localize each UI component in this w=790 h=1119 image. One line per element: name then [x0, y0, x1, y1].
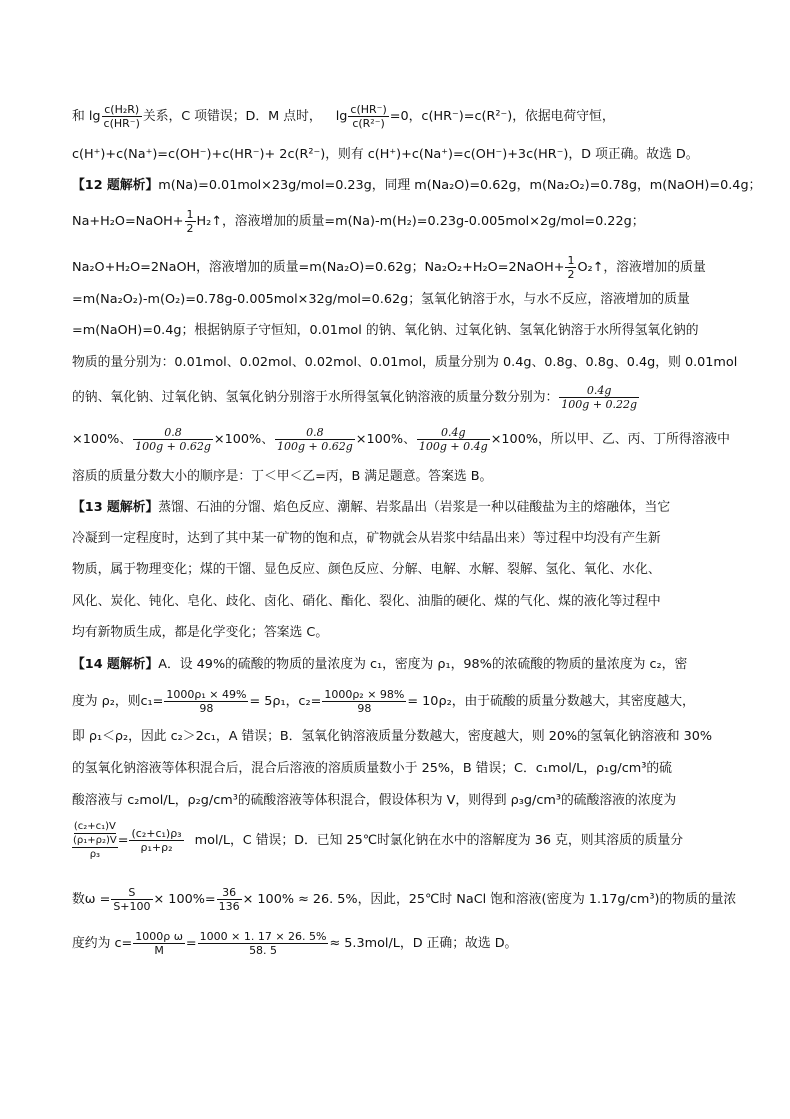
denominator: 2: [567, 268, 575, 281]
numerator: c(H₂R): [102, 103, 142, 117]
denominator: 98: [357, 702, 372, 715]
section-label: 【14 题解析】: [72, 657, 159, 672]
p14-line-1: [72, 656, 687, 674]
text: mol/L，C 错误；D．已知 25℃时氯化钠在水中的溶解度为 36 克，则其溶质的质量分: [194, 833, 684, 848]
text: 蒸馏、石油的分馏、焰色反应、潮解、岩浆晶出（岩浆是一种以硅酸盐为主的熔融体，当它: [158, 500, 671, 515]
text: =: [185, 936, 197, 951]
p12-line-6: 物质的量分别为：0.01mol、0.02mol、0.02mol、0.01mol，质量分别为 0.4g、0.8g、0.8g、0.4g，则 0.01mol: [72, 355, 738, 370]
numerator: 1000ρ ω: [135, 930, 183, 943]
numerator: 1000 × 1. 17 × 26. 5%: [199, 930, 327, 943]
section-label: 【13 题解析】: [72, 500, 159, 515]
denominator: 100g + 0.22g: [561, 398, 638, 411]
fraction: [133, 426, 213, 453]
fraction: [102, 103, 142, 130]
numerator: 1000ρ₁ × 49%: [166, 688, 247, 701]
fraction: [348, 103, 388, 130]
compound-denominator: ρ₃: [89, 849, 101, 860]
denominator: 100g + 0.62g: [135, 440, 211, 453]
text: 度约为 c=: [72, 936, 133, 951]
denominator: c(R²⁻): [352, 117, 385, 130]
text: 度为 ρ₂，则c₁=: [72, 694, 164, 709]
denominator: 58. 5: [249, 944, 278, 957]
p14-line-5: 酸溶液与 c₂mol/L，ρ₂g/cm³的硫酸溶液等体积混合，假设体积为 V，则得到 ρ₃g/cm³的硫酸溶液的浓度为: [72, 793, 677, 808]
fraction: [164, 688, 248, 715]
p14-line-8: [72, 930, 517, 957]
fraction: [198, 930, 329, 957]
fraction: [133, 930, 185, 957]
numerator: 0.8: [275, 426, 355, 440]
numerator: 0.4g: [559, 384, 639, 398]
numerator: S: [111, 886, 152, 900]
p14-line-6: [72, 820, 683, 861]
denominator: ρ₁+ρ₂: [140, 841, 173, 854]
denominator: 136: [218, 900, 240, 913]
fraction: [111, 886, 152, 913]
p12-line-4: =m(Na₂O₂)-m(O₂)=0.78g-0.005mol×32g/mol=0.62g；氢氧化钠溶于水，与水不反应，溶液增加的质量: [72, 292, 690, 307]
denominator: 100g + 0.62g: [277, 440, 353, 453]
fraction: [129, 827, 183, 854]
numerator: 0.8: [133, 426, 213, 440]
numerator: 1: [186, 208, 194, 221]
p14-line-2: [72, 688, 695, 715]
p13-line-1: [72, 499, 670, 517]
compound-fraction: [72, 820, 118, 861]
denominator: M: [154, 944, 164, 957]
numerator: c(HR⁻): [350, 103, 387, 116]
text: H₂↑，溶液增加的质量=m(Na)-m(H₂)=0.23g-0.005mol×2g/mol=0.22g；: [196, 214, 645, 229]
numerator: (c₂+c₁)ρ₃: [131, 827, 182, 840]
inner-numerator: (c₂+c₁)V: [73, 821, 116, 832]
denominator: 100g + 0.4g: [418, 440, 488, 453]
text: = 5ρ₁，c₂=: [249, 694, 322, 709]
p13-line-5: 均有新物质生成，都是化学变化；答案选 C。: [72, 625, 329, 640]
text: ×100%、: [72, 432, 133, 447]
text: 关系，C 项错误；D．M 点时，: [142, 109, 322, 124]
text: = 10ρ₂，由于硫酸的质量分数越大，其密度越大，: [407, 694, 695, 709]
fraction: [322, 688, 406, 715]
fraction: [417, 426, 490, 453]
text: =: [117, 833, 129, 848]
p14-line-4: 的氢氧化钠溶液等体积混合后，混合后溶液的溶质质量数小于 25%，B 错误；C．c₁mol/L，ρ₁g/cm³的硫: [72, 761, 672, 776]
p12-line-8: [72, 426, 730, 453]
text: ×100%、: [213, 432, 274, 447]
text: m(Na)=0.01mol×23g/mol=0.23g，同理 m(Na₂O)=0.62g，m(Na₂O₂)=0.78g，m(NaOH)=0.4g；: [158, 178, 762, 193]
compound-numerator: [72, 820, 118, 848]
p13-line-2: 冷凝到一定程度时，达到了其中某一矿物的饱和点，矿物就会从岩浆中结晶出来）等过程中均没有产生新: [72, 531, 661, 546]
fraction: [217, 886, 242, 913]
numerator: 36: [217, 886, 242, 900]
fraction: [565, 254, 576, 281]
denominator: 98: [199, 702, 214, 715]
p12-line-1: [72, 177, 761, 195]
text: × 100% ≈ 26. 5%，因此，25℃时 NaCl 饱和溶液(密度为 1.17g/cm³)的物质的量浓: [242, 892, 737, 907]
p12-line-2: [72, 208, 645, 235]
text: ×100%，所以甲、乙、丙、丁所得溶液中: [490, 432, 730, 447]
denominator: c(HR⁻): [103, 117, 140, 130]
p14-line-3: 即 ρ₁＜ρ₂，因此 c₂＞2c₁，A 错误；B．氢氧化钠溶液质量分数越大，密度越大，则 20%的氢氧化钠溶液和 30%: [72, 729, 713, 744]
numerator: 1000ρ₂ × 98%: [324, 688, 405, 701]
denominator: S+100: [113, 900, 151, 913]
denominator: 2: [186, 222, 194, 235]
numerator: 1: [567, 254, 575, 267]
fraction: [559, 384, 639, 411]
numerator: 0.4g: [417, 426, 490, 440]
p11-line-1: [72, 103, 615, 130]
p12-line-5: =m(NaOH)=0.4g；根据钠原子守恒知，0.01mol 的钠、氧化钠、过氧化钠、氢氧化钠溶于水所得氢氧化钠的: [72, 323, 699, 338]
inner-denominator: (ρ₁+ρ₂)V: [73, 835, 117, 846]
text: lg: [335, 109, 348, 124]
section-label: 【12 题解析】: [72, 178, 159, 193]
text: ≈ 5.3mol/L，D 正确；故选 D。: [329, 936, 518, 951]
fraction: [275, 426, 355, 453]
text: =0，c(HR⁻)=c(R²⁻)，依据电荷守恒，: [389, 109, 615, 124]
text: 数ω =: [72, 892, 111, 907]
p13-line-3: 物质，属于物理变化；煤的干馏、显色反应、颜色反应、分解、电解、水解、裂解、氢化、氧化、水化、: [72, 562, 661, 577]
text: ×100%、: [355, 432, 416, 447]
text: × 100%=: [153, 892, 216, 907]
p12-line-3: [72, 254, 706, 281]
text: 和 lg: [72, 109, 101, 124]
p11-line-2: c(H⁺)+c(Na⁺)=c(OH⁻)+c(HR⁻)+ 2c(R²⁻)，则有 c(H⁺)+c(Na⁺)=c(OH⁻)+3c(HR⁻)，D 项正确。故选 D。: [72, 147, 699, 162]
p12-line-9: 溶质的质量分数大小的顺序是：丁＜甲＜乙=丙，B 满足题意。答案选 B。: [72, 469, 493, 484]
p12-line-7: [72, 384, 640, 411]
p14-line-7: [72, 886, 736, 913]
text: Na+H₂O=NaOH+: [72, 214, 184, 229]
text: O₂↑，溶液增加的质量: [577, 260, 706, 275]
text: Na₂O+H₂O=2NaOH，溶液增加的质量=m(Na₂O)=0.62g；Na₂O₂+H₂O=2NaOH+: [72, 260, 565, 275]
p13-line-4: 风化、炭化、钝化、皂化、歧化、卤化、硝化、酯化、裂化、油脂的硬化、煤的气化、煤的液化等过程中: [72, 594, 661, 609]
text: 的钠、氧化钠、过氧化钠、氢氧化钠分别溶于水所得氢氧化钠溶液的质量分数分别为：: [72, 390, 559, 405]
fraction: [185, 208, 196, 235]
text: A．设 49%的硫酸的物质的量浓度为 c₁，密度为 ρ₁，98%的浓硫酸的物质的量浓度为 c₂，密: [158, 657, 688, 672]
